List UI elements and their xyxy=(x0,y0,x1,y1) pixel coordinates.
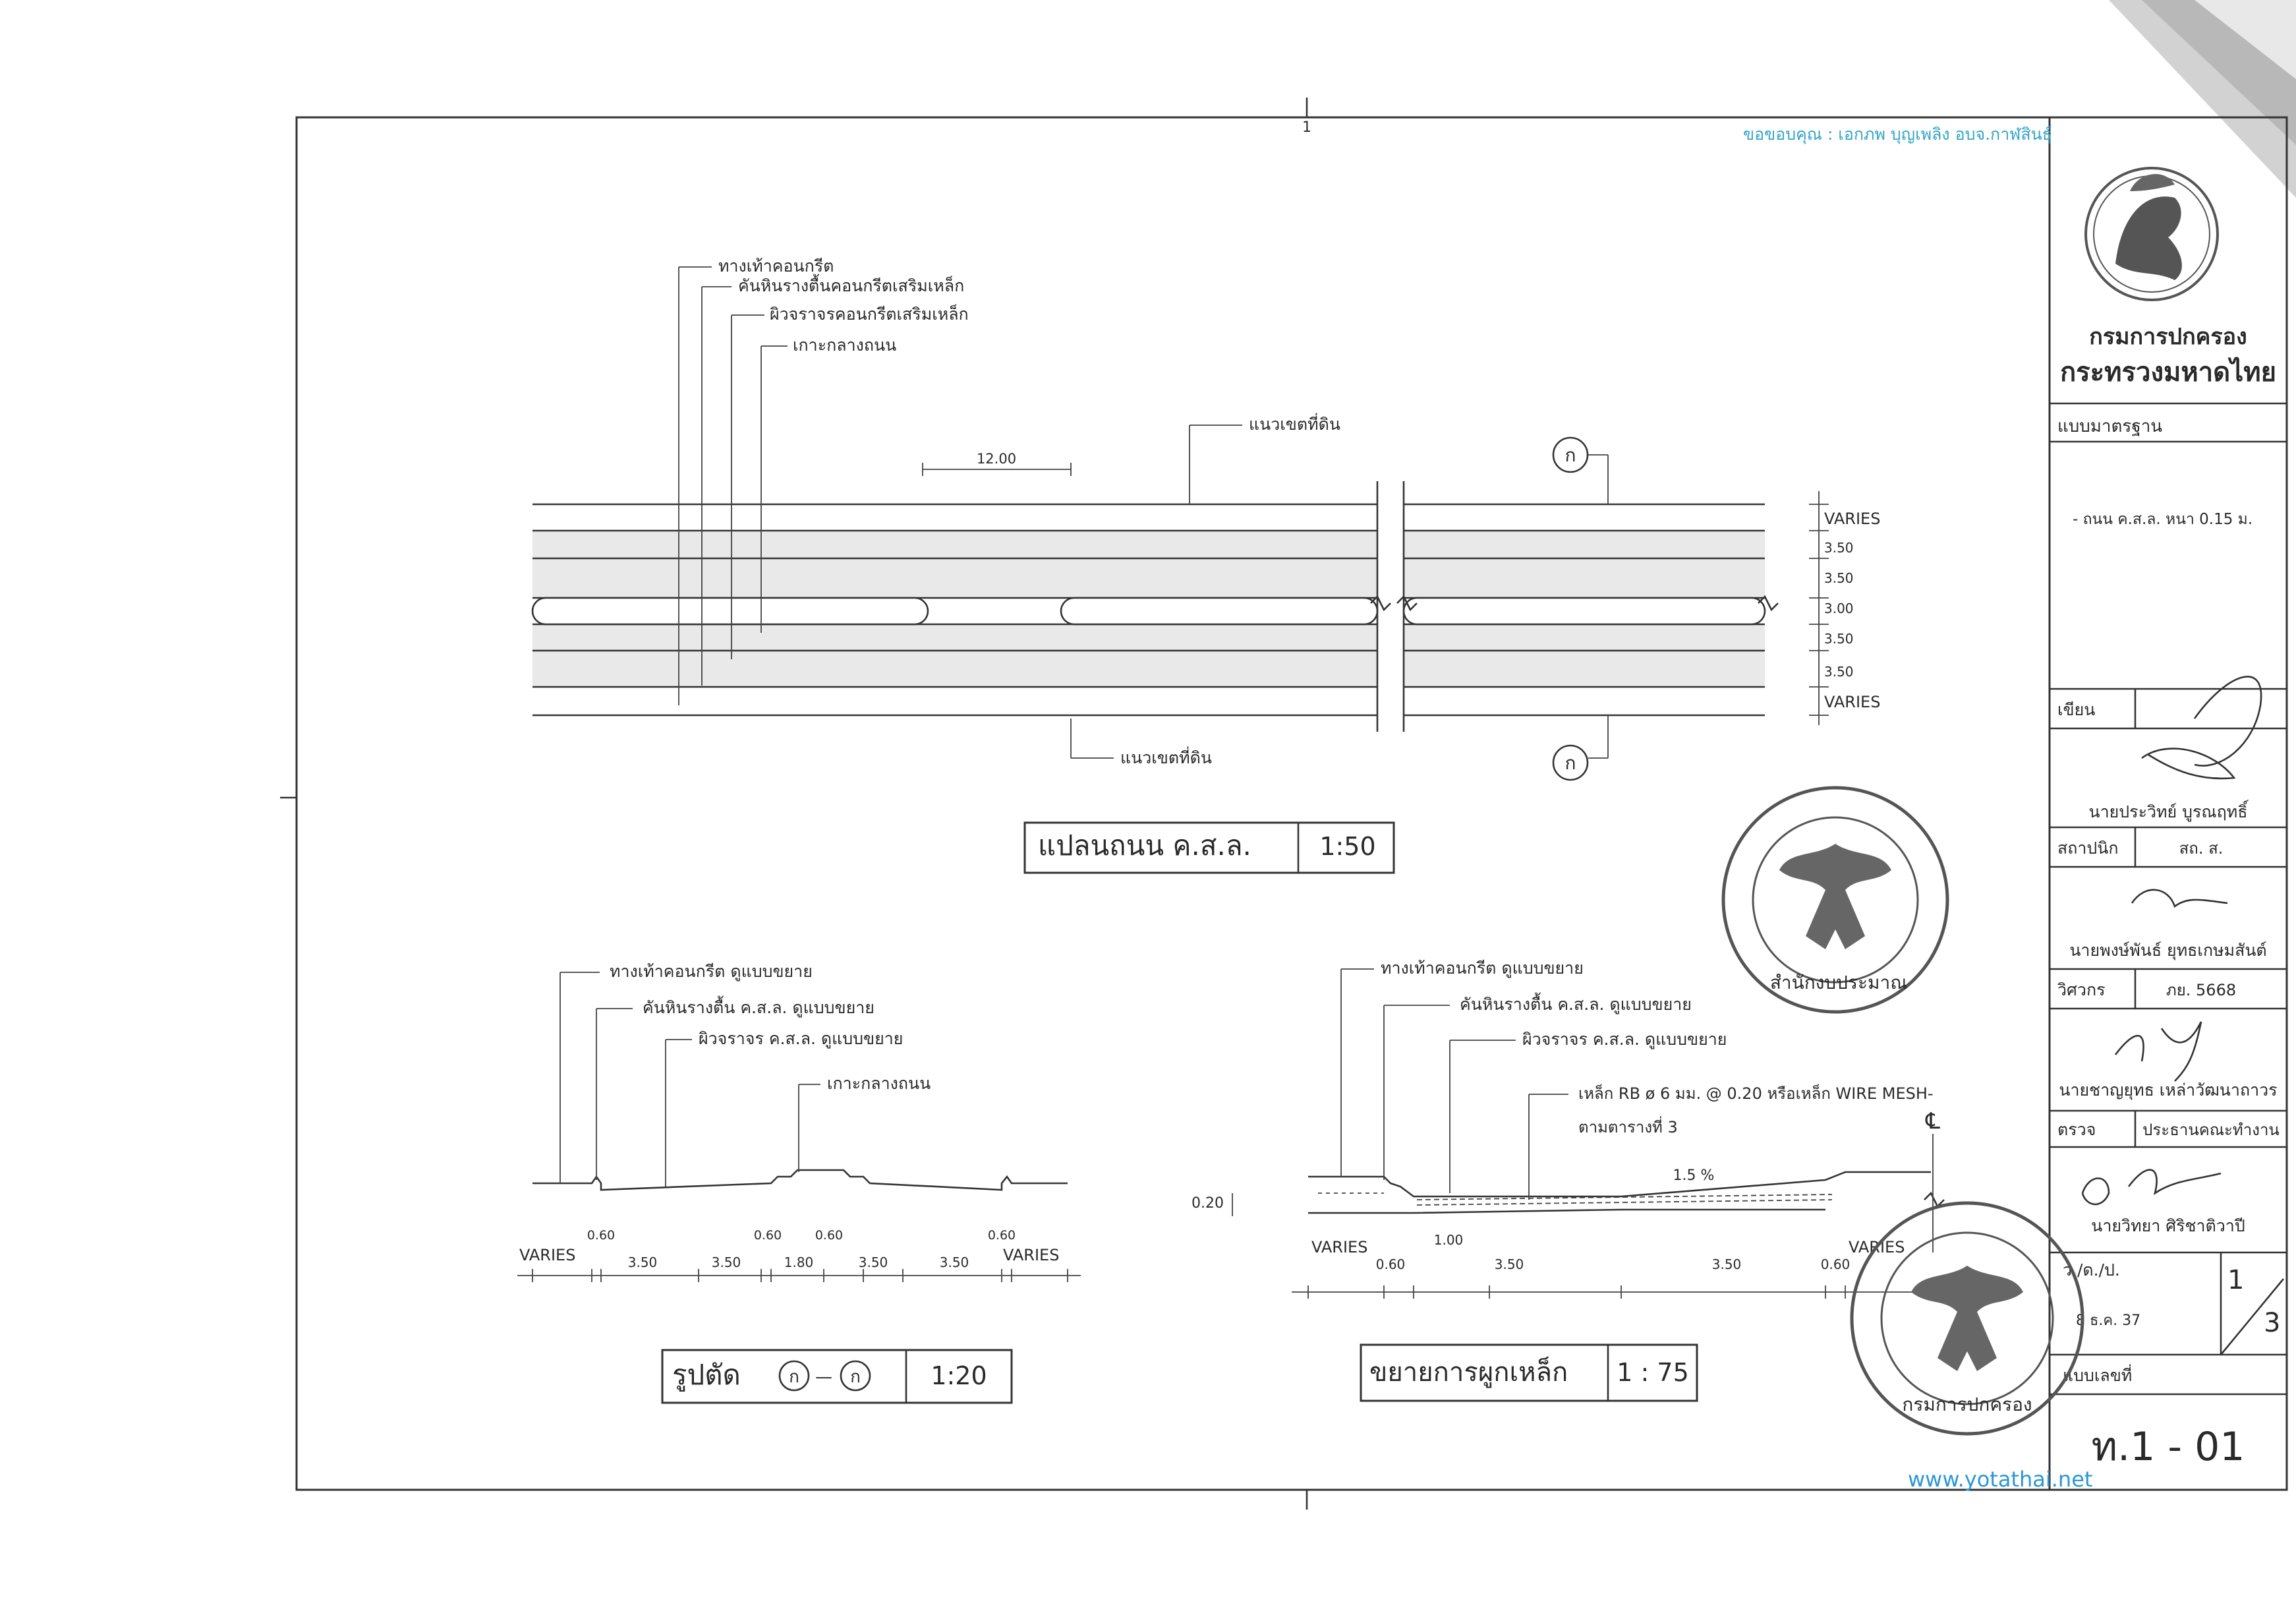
section-dim-top: 0.60 xyxy=(587,1228,616,1243)
road-section xyxy=(517,962,1081,1403)
median-island xyxy=(532,598,928,624)
detail-label-curb: คันหินรางตื้น ค.ส.ล. ดูแบบขยาย xyxy=(1460,995,1692,1014)
architect-signature xyxy=(2132,890,2227,906)
plan-dim-varies-top: VARIES xyxy=(1824,510,1881,528)
section-dim: 1.80 xyxy=(784,1254,814,1270)
detail-label-pavement: ผิวจราจร ค.ส.ล. ดูแบบขยาย xyxy=(1522,1030,1727,1049)
section-title-marker-a-label: ก xyxy=(789,1367,799,1387)
check-label: ตรวจ xyxy=(2057,1120,2096,1139)
detail-dim-varies-left: VARIES xyxy=(1311,1238,1368,1256)
detail-thickness: 0.20 xyxy=(1191,1195,1224,1212)
section-dim-top: 0.60 xyxy=(753,1228,782,1243)
architect-reg: สถ. ส. xyxy=(2179,839,2224,858)
sheet-number: 1 xyxy=(2227,1265,2245,1295)
section-label-curb: คันหินรางตื้น ค.ส.ล. ดูแบบขยาย xyxy=(643,998,875,1017)
plan-scale: 1:50 xyxy=(1319,832,1376,861)
detail-dim: 3.50 xyxy=(1711,1256,1742,1272)
detail-dim: 0.60 xyxy=(1375,1256,1406,1272)
detail-dim: 0.60 xyxy=(1820,1256,1851,1272)
engineer-label: วิศวกร xyxy=(2057,980,2106,999)
section-dim: 3.50 xyxy=(858,1254,888,1270)
median-island xyxy=(1061,598,1377,624)
architect-label: สถาปนิก xyxy=(2057,839,2119,858)
engineer-name: นายชาญยุทธ เหล่าวัฒนาถาวร xyxy=(2059,1080,2278,1100)
drawn-name: นายประวิทย์ บูรณฤทธิ์ xyxy=(2088,802,2248,821)
road-plan xyxy=(532,256,1880,873)
agency-line-1: กรมการปกครอง xyxy=(2089,324,2247,350)
section-label-sidewalk: ทางเท้าคอนกรีต ดูแบบขยาย xyxy=(610,962,813,981)
section-dim: 3.50 xyxy=(627,1254,658,1270)
engineer-reg: ภย. 5668 xyxy=(2166,981,2237,999)
project-description: - ถนน ค.ส.ล. หนา 0.15 ม. xyxy=(2073,511,2253,528)
plan-dim: 3.50 xyxy=(1824,631,1854,647)
detail-label-sidewalk: ทางเท้าคอนกรีต ดูแบบขยาย xyxy=(1381,958,1584,978)
sheet-total: 3 xyxy=(2264,1308,2281,1338)
department-seal-text: กรมการปกครอง xyxy=(1902,1394,2032,1415)
section-title-marker-dash: — xyxy=(815,1367,832,1387)
plan-length-dim: 12.00 xyxy=(976,451,1017,467)
credit-note: ขอขอบคุณ : เอกภพ บุญเพลิง อบจ.กาฬสินธุ์ xyxy=(1743,125,2052,144)
agency-line-2: กระทรวงมหาดไทย xyxy=(2059,357,2277,388)
page-curl-shadow xyxy=(2109,0,2296,198)
budget-bureau-seal-text: สำนักงบประมาณ xyxy=(1769,972,1908,993)
date-value: 8 ธ.ค. 37 xyxy=(2076,1312,2141,1329)
section-dim-varies-left: VARIES xyxy=(519,1246,576,1264)
title-block xyxy=(1723,168,2287,1470)
detail-rebar-note: เหล็ก RB ø 6 มม. @ 0.20 หรือเหล็ก WIRE MESH- xyxy=(1578,1084,1934,1103)
section-dim-top: 0.60 xyxy=(987,1228,1016,1243)
section-label-pavement: ผิวจราจร ค.ส.ล. ดูแบบขยาย xyxy=(699,1029,904,1048)
plan-title: แปลนถนน ค.ส.ล. xyxy=(1038,829,1251,862)
section-marker-bottom-label: ก xyxy=(1564,752,1576,774)
plan-label-curb: คันหินรางตื้นคอนกรีตเสริมเหล็ก xyxy=(738,276,965,295)
plan-dim: 3.00 xyxy=(1824,601,1854,616)
detail-scale: 1 : 75 xyxy=(1617,1358,1689,1387)
website-watermark: www.yotathai.net xyxy=(1908,1467,2093,1492)
detail-centerline: ℄ xyxy=(1926,1108,1940,1134)
median-island xyxy=(1404,598,1765,624)
check-name: นายวิทยา ศิริชาติวาปี xyxy=(2091,1216,2245,1235)
detail-rebar-note-2: ตามตารางที่ 3 xyxy=(1578,1118,1678,1136)
section-title-marker-b-label: ก xyxy=(850,1367,861,1387)
plan-dim: 3.50 xyxy=(1824,570,1854,586)
section-label-median: เกาะกลางถนน xyxy=(827,1074,931,1093)
date-label: ว./ด./ป. xyxy=(2063,1260,2120,1280)
sheet-top-marker: 1 xyxy=(1302,119,1311,136)
rebar-detail xyxy=(1191,958,1944,1401)
detail-title: ขยายการผูกเหล็ก xyxy=(1369,1357,1568,1388)
section-marker-top-label: ก xyxy=(1564,444,1576,466)
plan-label-pavement: ผิวจราจรคอนกรีตเสริมเหล็ก xyxy=(770,305,969,324)
check-role: ประธานคณะทำงาน xyxy=(2142,1121,2280,1139)
detail-slope: 1.5 % xyxy=(1673,1167,1715,1184)
architect-name: นายพงษ์พันธ์ ยุทธเกษมสันต์ xyxy=(2069,941,2267,960)
drawn-label: เขียน xyxy=(2057,700,2096,719)
plan-label-median: เกาะกลางถนน xyxy=(793,336,897,355)
check-signature xyxy=(2082,1170,2221,1204)
standard-label: แบบมาตรฐาน xyxy=(2057,417,2163,436)
section-title: รูปตัด xyxy=(672,1359,741,1391)
detail-dim: 1.00 xyxy=(1433,1232,1464,1248)
section-dim: 3.50 xyxy=(939,1254,969,1270)
plan-boundary-top: แนวเขตที่ดิน xyxy=(1249,415,1340,434)
plan-label-sidewalk: ทางเท้าคอนกรีต xyxy=(718,256,834,276)
department-seal xyxy=(1852,1203,2082,1434)
plan-dim: 3.50 xyxy=(1824,664,1854,680)
drawing-number-label: แบบเลขที่ xyxy=(2063,1366,2133,1385)
plan-dim-varies-bottom: VARIES xyxy=(1824,693,1881,711)
section-dim: 3.50 xyxy=(711,1254,741,1270)
drawing-number: ท.1 - 01 xyxy=(2091,1424,2245,1470)
budget-bureau-seal xyxy=(1723,788,1947,1012)
department-emblem xyxy=(2086,168,2218,300)
section-dim-top: 0.60 xyxy=(815,1228,844,1243)
detail-dim: 3.50 xyxy=(1494,1256,1524,1272)
detail-dim-varies-right: VARIES xyxy=(1849,1238,1905,1256)
section-dim-varies-right: VARIES xyxy=(1003,1246,1060,1264)
section-scale: 1:20 xyxy=(931,1361,987,1390)
plan-boundary-bottom: แนวเขตที่ดิน xyxy=(1120,748,1212,767)
engineer-signature xyxy=(2115,1022,2201,1081)
plan-dim: 3.50 xyxy=(1824,540,1854,556)
